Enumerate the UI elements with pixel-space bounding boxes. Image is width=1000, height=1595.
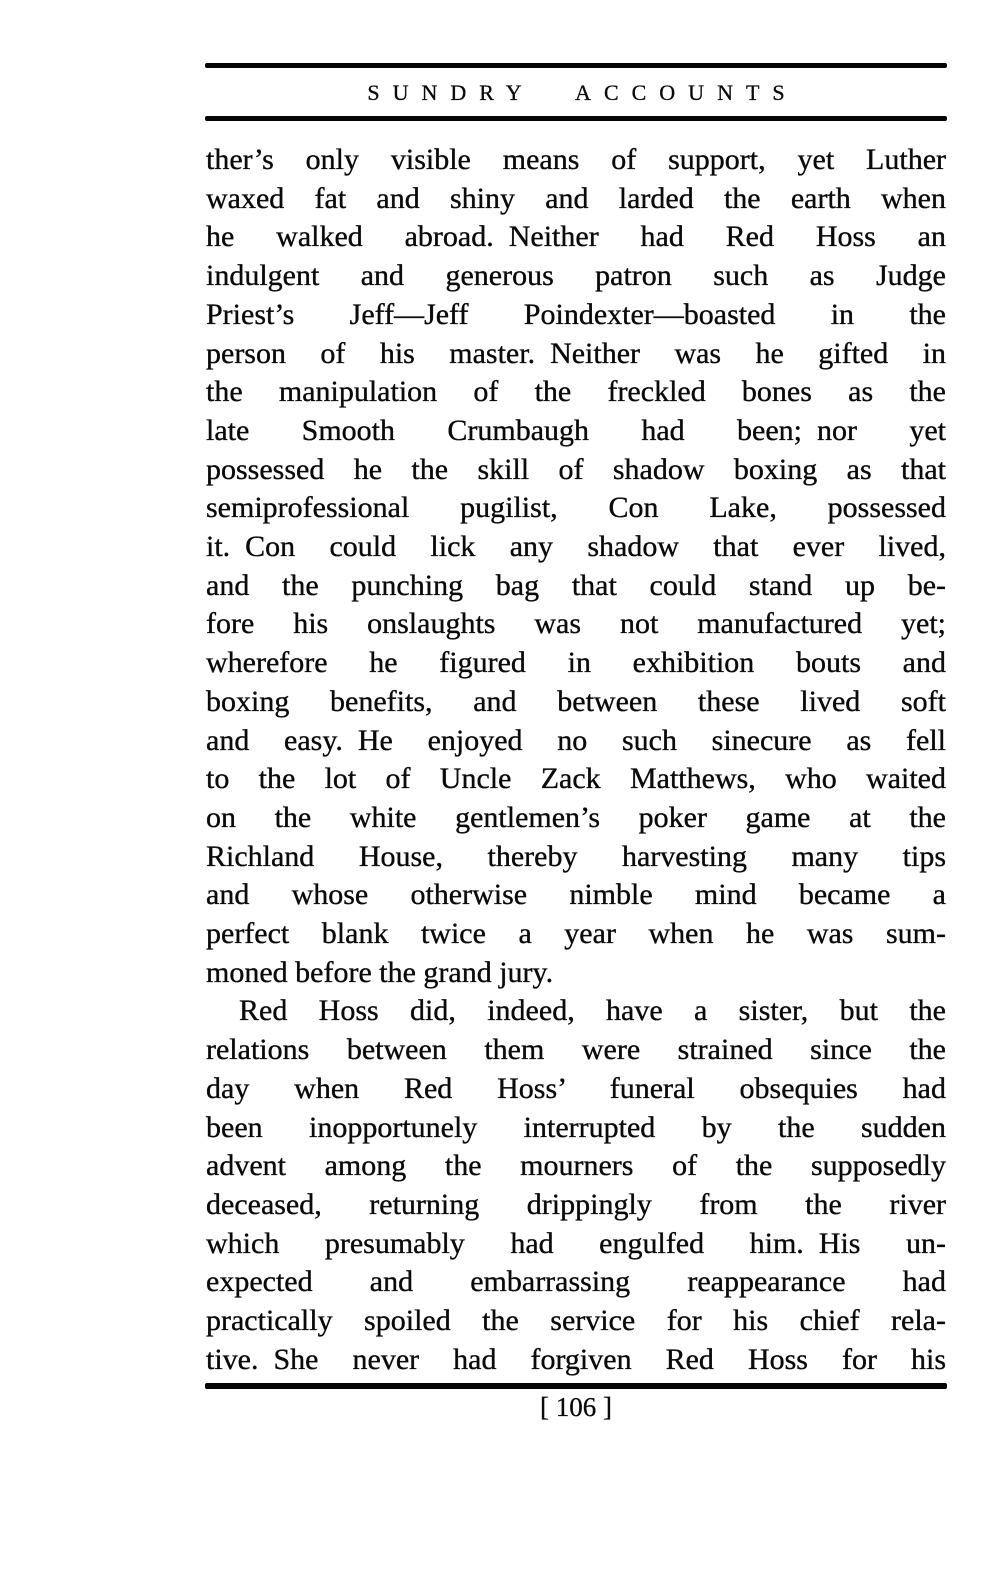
- text-line: which presumably had engulfed him. His un-: [206, 1226, 946, 1260]
- text-line: been inopportunely interrupted by the sudden: [206, 1110, 946, 1144]
- text-line: possessed he the skill of shadow boxing as that: [206, 452, 946, 486]
- text-line: relations between them were strained since the: [206, 1033, 946, 1067]
- running-head-title: SUNDRY ACCOUNTS: [367, 80, 798, 105]
- text-line: Priest’s Jeff—Jeff Poindexter—boasted in the: [206, 297, 946, 331]
- text-line-paragraph-start: Red Hoss did, indeed, have a sister, but the: [239, 994, 946, 1028]
- text-line: deceased, returning drippingly from the river: [206, 1187, 946, 1221]
- text-line: expected and embarrassing reappearance had: [206, 1265, 946, 1299]
- text-line: and the punching bag that could stand up be-: [206, 568, 946, 602]
- text-line: waxed fat and shiny and larded the earth when: [206, 181, 946, 215]
- text-line: it. Con could lick any shadow that ever lived,: [206, 530, 946, 564]
- header-rule-top: [205, 63, 947, 68]
- text-line: day when Red Hoss’ funeral obsequies had: [206, 1071, 946, 1105]
- text-line: practically spoiled the service for his chief rela-: [206, 1304, 946, 1338]
- text-line: wherefore he figured in exhibition bouts and: [206, 646, 946, 680]
- text-line: perfect blank twice a year when he was sum-: [206, 917, 946, 951]
- text-line: on the white gentlemen’s poker game at the: [206, 800, 946, 834]
- text-line: semiprofessional pugilist, Con Lake, possessed: [206, 491, 946, 525]
- header-rule-bottom: [205, 116, 947, 121]
- text-line: indulgent and generous patron such as Judge: [206, 259, 946, 293]
- text-line: late Smooth Crumbaugh had been; nor yet: [206, 413, 946, 447]
- text-line-paragraph-end: moned before the grand jury.: [206, 955, 554, 989]
- text-line: advent among the mourners of the supposedly: [206, 1149, 946, 1183]
- text-line: ther’s only visible means of support, yet Luther: [206, 143, 946, 176]
- text-line: tive. She never had forgiven Red Hoss for his: [206, 1342, 946, 1376]
- text-line: and easy. He enjoyed no such sinecure as fell: [206, 723, 946, 757]
- page-body-text: [206, 141, 946, 1380]
- text-line: fore his onslaughts was not manufactured yet;: [206, 607, 946, 641]
- text-line: to the lot of Uncle Zack Matthews, who waited: [206, 762, 946, 796]
- text-line: he walked abroad. Neither had Red Hoss an: [206, 220, 946, 254]
- text-line: person of his master. Neither was he gifted in: [206, 336, 946, 370]
- footer-rule: [205, 1383, 947, 1389]
- text-line: the manipulation of the freckled bones as the: [206, 375, 946, 409]
- text-line: boxing benefits, and between these lived soft: [206, 684, 946, 718]
- text-line: Richland House, thereby harvesting many tips: [206, 839, 946, 873]
- text-line: and whose otherwise nimble mind became a: [206, 878, 946, 912]
- page-number: [ 106 ]: [540, 1392, 612, 1422]
